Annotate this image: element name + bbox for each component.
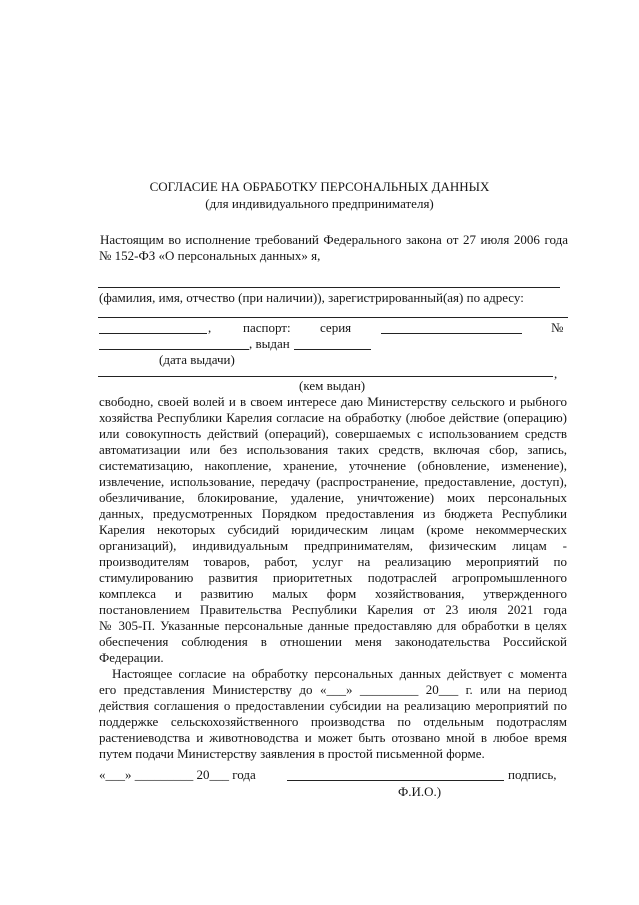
document-title: СОГЛАСИЕ НА ОБРАБОТКУ ПЕРСОНАЛЬНЫХ ДАННЫХ [149,179,490,194]
validity-line: действия соглашения о предоставлении субсидии на реализацию мероприятий по [99,698,567,713]
body-line: № 305-П. Указанные персональные данные предоставляю для обработки в целях [99,618,567,633]
issue-date-caption: (дата выдачи) [159,352,235,367]
body-line: обеспечения соблюдения в отношении меня законодательства Российской [99,634,567,649]
body-line: Федерации. [99,650,164,665]
body-line: или совокупность действий (операций), совершаемых с использованием средств [99,426,567,441]
signature-label: подпись, [508,767,557,782]
body-line: свободно, своей волей и в своем интересе даю Министерству сельского и рыбного [99,394,567,409]
document-subtitle: (для индивидуального предпринимателя) [205,196,434,211]
issuer-trailing-comma: , [554,366,558,381]
body-line: данных, предусмотренных Порядком предоставления из бюджета Республики [99,506,567,521]
fio-caption: (фамилия, имя, отчество (при наличии)), зарегистрированный(ая) по адресу: [99,290,524,305]
validity-line: его представления Министерству до «___» _________ 20___ г. или на период [99,682,567,697]
address-continuation-blank [99,333,207,334]
body-line: хозяйства Республики Карелия согласие на обработку (любое действие (операцию) [99,410,567,425]
issue-date-blank [294,349,371,350]
body-line: автоматизации или без использования таких средств, включая сбор, запись, [99,442,567,457]
body-line: стимулированию развития приоритетных подотраслей агропромышленного [99,570,567,585]
body-line: извлечение, использование, передачу (распространение, предоставление, доступ), [99,474,567,489]
issued-label: , выдан [249,336,290,351]
validity-line: растениеводства и животноводства и может быть отозвано мной в любое время [99,730,567,745]
validity-line: поддержке сельскохозяйственного производства по отдельным подотраслям [99,714,567,729]
issuer-blank-line [98,376,553,377]
address-blank-line [98,317,568,318]
series-blank [381,333,522,334]
signature-date: «___» _________ 20___ года [99,767,256,782]
body-line: обезличивание, блокирование, удаление, уничтожение) моих персональных [99,490,567,505]
body-line: организаций), индивидуальным предпринимателям, физическим лицам - [99,538,567,553]
issuer-caption: (кем выдан) [299,378,366,393]
intro-line-1: Настоящим во исполнение требований Федерального закона от 27 июля 2006 года [100,232,568,247]
number-sign: № [551,320,564,335]
passport-label: паспорт: [243,320,291,335]
body-line: систематизацию, накопление, хранение, уточнение (обновление, изменение), [99,458,567,473]
body-line: постановлением Правительства Республики Карелия от 23 июля 2021 года [99,602,567,617]
body-line: комплекса и развитию малых форм хозяйствования, утвержденного [99,586,567,601]
body-line: Карелия некоторых субсидий юридическим лицам (кроме некоммерческих [99,522,567,537]
fio-signature-caption: Ф.И.О.) [398,784,442,799]
passport-number-blank [99,349,249,350]
signature-blank [287,780,504,781]
validity-line: Настоящее согласие на обработку персональных данных действует с момента [112,666,567,681]
intro-line-2: № 152-ФЗ «О персональных данных» я, [99,248,321,263]
passport-row-comma: , [208,320,212,335]
fio-blank-line [98,287,560,288]
series-label: серия [320,320,352,335]
body-line: производителям товаров, работ, услуг на реализацию мероприятий по [99,554,567,569]
validity-line: путем подачи Министерству заявления в простой письменной форме. [99,746,485,761]
